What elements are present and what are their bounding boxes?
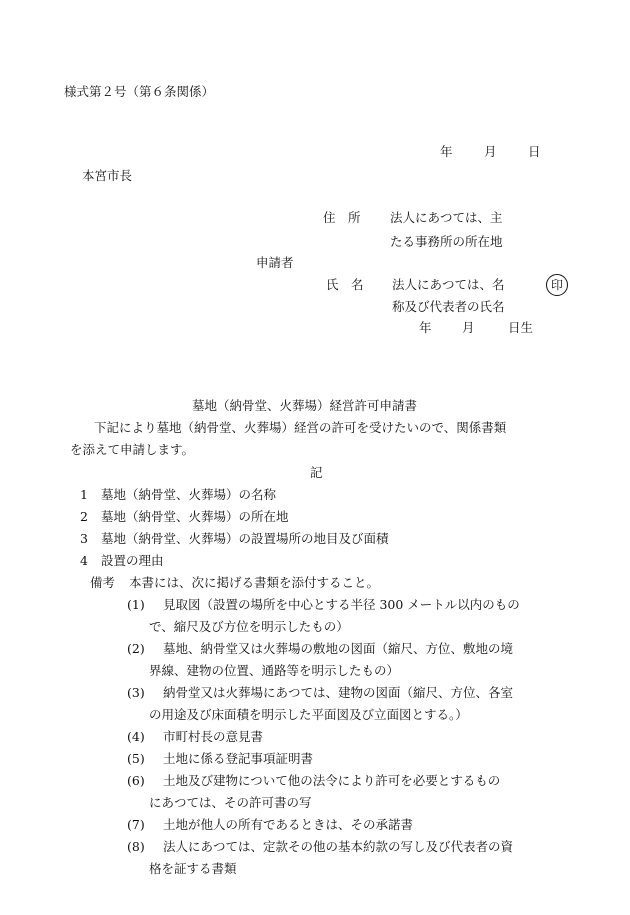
birth-month-label: 月 — [462, 320, 475, 335]
item-number: 4 — [80, 553, 88, 568]
note-number: (1) — [127, 597, 145, 612]
item-number: 2 — [80, 509, 88, 524]
note-number: (3) — [127, 685, 145, 700]
item-number: 1 — [80, 487, 88, 502]
note-text-line-1: 法人にあつては、定款その他の基本約款の写し及び代表者の資 — [163, 839, 514, 854]
item-text: 墓地（納骨堂、火葬場）の所在地 — [101, 509, 289, 524]
date-month-label: 月 — [484, 144, 497, 159]
item-text: 墓地（納骨堂、火葬場）の名称 — [101, 487, 277, 502]
note-text-line-1: 土地に係る登記事項証明書 — [163, 751, 314, 766]
note-number: (5) — [127, 751, 145, 766]
name-label: 氏 名 — [326, 277, 364, 292]
note-text-line-1: 土地が他人の所有であるときは、その承諾書 — [163, 817, 414, 832]
document-title: 墓地（納骨堂、火葬場）経営許可申請書 — [192, 398, 418, 413]
notes-intro: 本書には、次に掲げる書類を添付すること。 — [129, 575, 380, 590]
item-text: 墓地（納骨堂、火葬場）の設置場所の地目及び面積 — [101, 531, 389, 546]
name-note-line-1: 法人にあつては、名 — [392, 277, 505, 292]
item-number: 3 — [80, 531, 88, 546]
form-number: 様式第２号（第６条関係） — [64, 84, 215, 99]
note-text-line-1: 墓地、納骨堂又は火葬場の敷地の図面（縮尺、方位、敷地の境 — [163, 641, 514, 656]
notes-label: 備考 — [90, 575, 116, 590]
note-text-line-2: にあつては、その許可書の写 — [149, 795, 312, 810]
note-text-line-1: 市町村長の意見書 — [163, 729, 264, 744]
seal-mark: 印 — [546, 274, 568, 296]
note-number: (4) — [127, 729, 145, 744]
note-text-line-1: 土地及び建物について他の法令により許可を必要とするもの — [163, 773, 501, 788]
note-text-line-1: 納骨堂又は火葬場にあつては、建物の図面（縮尺、方位、各室 — [163, 685, 514, 700]
item-text: 設置の理由 — [101, 553, 164, 568]
address-note-line-2: たる事務所の所在地 — [390, 234, 503, 249]
address-label: 住 所 — [323, 210, 361, 225]
note-text-line-2: 界線、建物の位置、通路等を明示したもの） — [149, 663, 400, 678]
applicant-label: 申請者 — [256, 255, 294, 270]
note-number: (7) — [127, 817, 145, 832]
date-day-label: 日 — [528, 144, 541, 159]
birth-day-label: 日生 — [508, 320, 534, 335]
note-text-line-1: 見取図（設置の場所を中心とする半径 300 メートル以内のもの — [163, 597, 520, 612]
address-note-line-1: 法人にあつては、主 — [390, 210, 503, 225]
intro-line-1: 下記により墓地（納骨堂、火葬場）経営の許可を受けたいので、関係書類 — [94, 420, 507, 435]
note-text-line-2: の用途及び床面積を明示した平面図及び立面図とする。） — [149, 707, 468, 722]
date-year-label: 年 — [440, 144, 453, 159]
name-note-line-2: 称及び代表者の氏名 — [392, 299, 505, 314]
note-number: (2) — [127, 641, 145, 656]
addressee: 本宮市長 — [82, 168, 133, 183]
ki-heading: 記 — [310, 465, 323, 480]
note-text-line-2: 格を証する書類 — [149, 861, 237, 876]
note-number: (6) — [127, 773, 145, 788]
note-text-line-2: で、縮尺及び方位を明示したもの） — [149, 619, 349, 634]
birth-year-label: 年 — [419, 320, 432, 335]
note-number: (8) — [127, 839, 145, 854]
intro-line-2: を添えて申請します。 — [70, 442, 195, 457]
